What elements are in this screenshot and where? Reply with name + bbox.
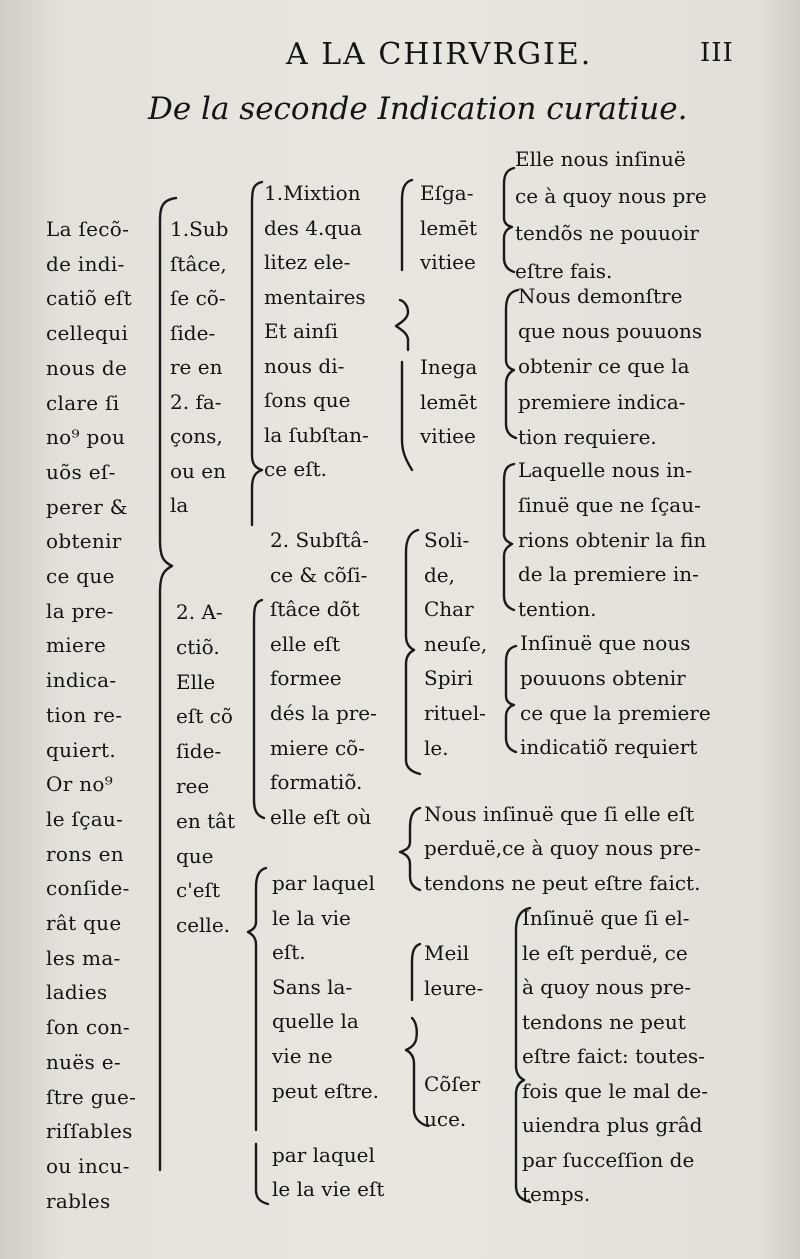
col1-line: ſtre gue- [46,1084,137,1109]
col2a-line: ou en [170,458,226,483]
col5b-line: que nous pouuons [518,319,703,344]
col4d-line: leure- [424,975,484,1000]
col1-line: les ma- [46,945,121,970]
col4a-line: Eſga- [420,181,474,205]
col5a-line: Elle nous inſinuë [515,147,686,171]
col2b-line: en tât [176,808,236,833]
col2a-line: ſtâce, [170,251,227,276]
col6-line: uiendra plus grâd [522,1113,703,1137]
col5a-line: eſtre fais. [515,258,613,283]
col4b-line: vitiee [420,424,476,448]
col1-line: quiert. [46,737,116,762]
col3b-line: formee [270,666,342,691]
col1-line: Or no⁹ [46,772,114,797]
col5d-line: ce que la premiere [520,700,711,725]
col5e-line: perduë,ce à quoy nous pre- [424,836,701,861]
col1-line: ſon con- [46,1015,130,1040]
col3a-line: 1.Mixtion [264,181,361,205]
col2b-line: ſide- [176,739,222,764]
col4d-line: Meil [424,941,470,965]
col4c-line: Soli- [424,528,470,552]
col1-line: perer & [46,494,128,519]
col1-line: uõs eſ- [46,459,116,484]
col1-line: rons en [46,841,124,866]
col3b-line: ce & cõſi- [270,562,368,587]
col3d-line: le la vie eſt [272,1177,385,1201]
col2b-line: Elle [176,669,216,694]
col5e-line: Nous inſinuë que ſi elle eſt [424,802,695,826]
col1-line: miere [46,633,107,658]
col2a-line: 2. fa- [170,389,222,414]
col1-line: de indi- [46,251,125,276]
col4c-line: rituel- [424,701,486,725]
col5c-line: de la premiere in- [518,562,699,587]
col5d-line: pouuons obtenir [520,665,686,690]
col1-line: clare ſi [46,390,120,415]
col6-line: Inſinuë que ſi el- [522,906,690,930]
col5e-line: tendons ne peut eſtre faict. [424,870,701,895]
col1-line: nuës e- [46,1049,121,1074]
col3a-line: litez ele- [264,250,351,274]
col4c-line: neuſe, [424,631,488,656]
col6-line: fois que le mal de- [522,1078,708,1103]
col3c-line: le la vie [272,905,351,930]
col1-line: tion re- [46,702,123,727]
col3c-line: quelle la [272,1009,359,1034]
col5c-line: ſinuë que ne ſçau- [518,492,701,517]
col5a-line: ce à quoy nous pre [515,184,707,209]
col2b-line: c'eſt [176,878,220,903]
col2b-line: ree [176,774,210,798]
col4e-line: uce. [424,1106,467,1131]
col4c-line: de, [424,562,455,587]
col1-line: riſſables [46,1119,133,1144]
col2b-line: celle. [176,913,231,938]
col1-line: catiõ eſt [46,286,132,311]
col6-line: le eſt perduë, ce [522,940,688,965]
col4a-line: lemēt [420,215,478,240]
col1-line: la pre- [46,598,114,623]
col4c-line: le. [424,735,449,760]
col4b-line: Inega [420,355,478,379]
col2b-line: ctiõ. [176,634,220,659]
col1-line: nous de [46,355,128,380]
col6-line: eſtre faict: toutes- [522,1044,705,1068]
col1-line: La ſecõ- [46,217,130,241]
col5d-line: Inſinuë que nous [520,631,691,655]
col4c-line: Char [424,597,474,622]
col1-line: cellequi [46,321,129,346]
col5b-line: tion requiere. [518,424,657,449]
col5c-line: Laquelle nous in- [518,458,693,482]
col4b-line: lemēt [420,389,478,414]
col3c-line: par laquel [272,871,375,895]
col6-line: à quoy nous pre- [522,975,692,999]
col1-line: obtenir [46,529,122,554]
col3a-line: des 4.qua [264,215,362,240]
col2a-line: re en [170,355,223,379]
col3a-line: nous di- [264,353,345,378]
col5b-line: obtenir ce que la [518,354,690,379]
col5c-line: rions obtenir la fin [518,527,707,552]
col2a-line: 1.Sub [170,217,229,241]
col4c-line: Spiri [424,666,473,691]
page-number: III [700,38,734,68]
col3a-line: Et ainſi [264,319,338,343]
col1-line: conſide- [46,876,130,901]
col3a-line: mentaires [264,284,366,309]
col1-line: rables [46,1188,111,1213]
col3d-line: par laquel [272,1143,375,1167]
col3c-line: vie ne [272,1044,333,1068]
running-title: A LA CHIRVRGIE. [286,37,593,72]
col1-line: ce que [46,564,115,588]
col1-line: ladies [46,980,108,1005]
col3b-line: elle eſt où [270,804,372,829]
col3b-line: miere cõ- [270,735,365,760]
col3a-line: la ſubſtan- [264,422,369,447]
col3b-line: 2. Subſtâ- [270,528,369,552]
col4a-line: vitiee [420,250,476,274]
col1-line: no⁹ pou [46,425,126,450]
col5d-line: indicatiõ requiert [520,735,698,760]
col2a-line: la [170,493,189,517]
col6-line: par ſucceſſion de [522,1147,695,1172]
col4e-line: Cõſer [424,1072,481,1096]
col3b-line: formatiõ. [270,770,363,795]
col1-line: rât que [46,911,122,935]
col3a-line: ſons que [264,388,351,412]
col6-line: tendons ne peut [522,1009,686,1034]
col5c-line: tention. [518,597,597,622]
col2a-line: çons, [170,424,223,448]
col2a-line: ſe cõ- [170,286,226,310]
col3c-line: eſt. [272,940,306,965]
col5b-line: premiere indica- [518,389,686,414]
col5a-line: tendõs ne pouuoir [515,221,699,246]
col2a-line: ſide- [170,320,216,345]
col1-line: le ſçau- [46,806,124,831]
col1-line: ou incu- [46,1153,130,1178]
col3c-line: Sans la- [272,974,353,999]
col2b-line: que [176,843,214,868]
col6-line: temps. [522,1182,591,1206]
col3b-line: elle eſt [270,631,341,656]
col3a-line: ce eſt. [264,457,328,481]
col2b-line: eſt cõ [176,704,233,729]
col1-line: indica- [46,668,117,693]
col2b-line: 2. A- [176,600,223,624]
col3b-line: dés la pre- [270,701,377,725]
col3c-line: peut eſtre. [272,1078,379,1103]
col5b-line: Nous demonſtre [518,284,683,308]
col3b-line: ſtâce dõt [270,597,360,622]
section-title: De la seconde Indication curatiue. [148,91,688,127]
